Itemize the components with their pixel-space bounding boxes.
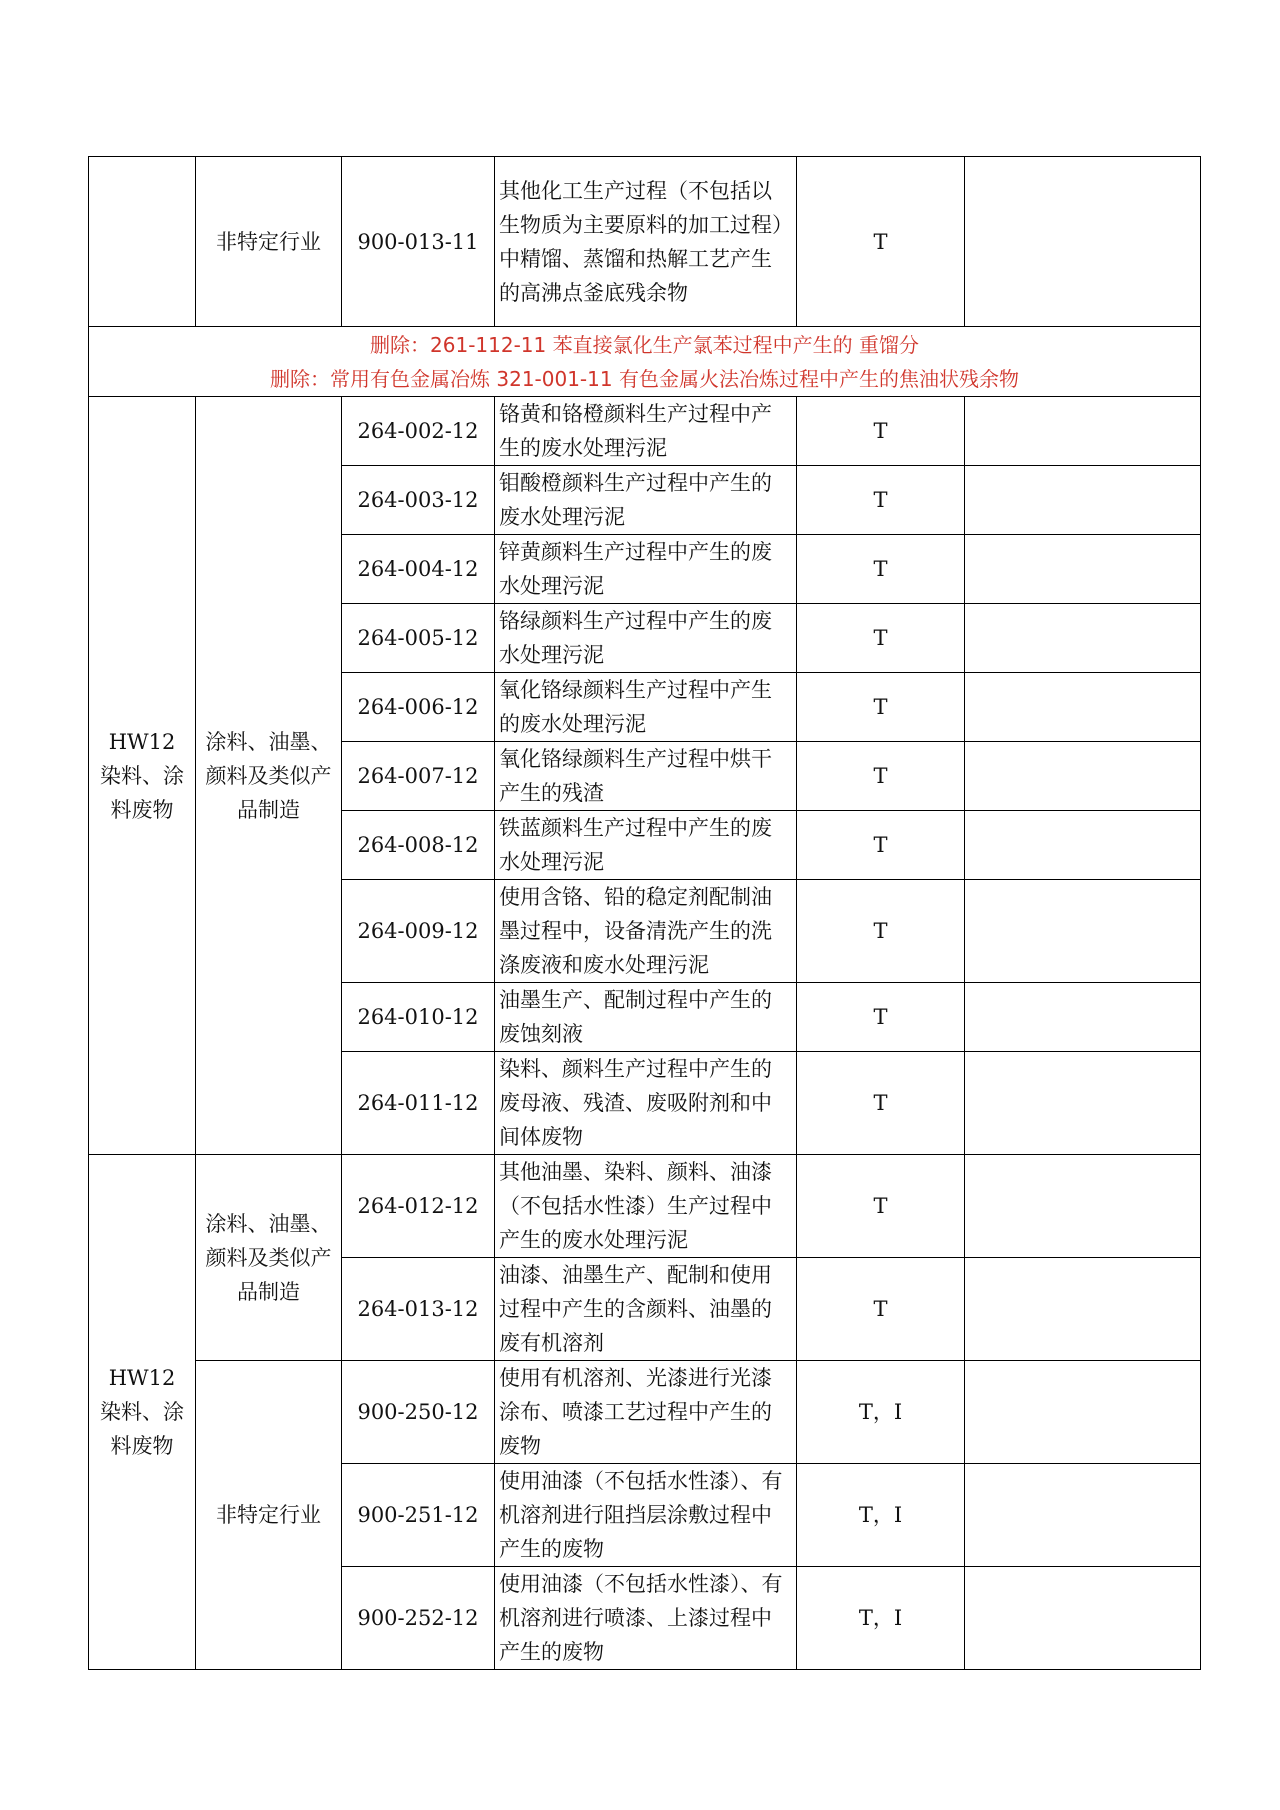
remarks-cell: [965, 880, 1201, 983]
waste-code-cell: 264-002-12: [342, 397, 495, 466]
waste-code-cell: 264-011-12: [342, 1052, 495, 1155]
hazard-characteristic-cell: T: [797, 157, 965, 327]
remarks-cell: [965, 466, 1201, 535]
hazard-characteristic-cell: T: [797, 466, 965, 535]
category-name-line: 料废物: [110, 797, 174, 822]
waste-code-cell: 264-007-12: [342, 742, 495, 811]
remarks-cell: [965, 1258, 1201, 1361]
industry-line: 涂料、油墨、: [205, 729, 332, 754]
hazard-characteristic-cell: T: [797, 1052, 965, 1155]
category-cell-empty: [89, 157, 196, 327]
waste-description-cell: 使用含铬、铅的稳定剂配制油墨过程中，设备清洗产生的洗涤废液和废水处理污泥: [495, 880, 797, 983]
hazard-characteristic-cell: T，I: [797, 1567, 965, 1670]
industry-line: 品制造: [237, 797, 300, 822]
waste-description-cell: 铬黄和铬橙颜料生产过程中产生的废水处理污泥: [495, 397, 797, 466]
waste-description-cell: 使用油漆（不包括水性漆）、有机溶剂进行喷漆、上漆过程中产生的废物: [495, 1567, 797, 1670]
waste-list-page: [88, 156, 1200, 1670]
industry-line: 品制造: [237, 1279, 300, 1304]
waste-description-cell: 锌黄颜料生产过程中产生的废水处理污泥: [495, 535, 797, 604]
waste-description-cell: 使用有机溶剂、光漆进行光漆涂布、喷漆工艺过程中产生的废物: [495, 1361, 797, 1464]
waste-description-cell: 使用油漆（不包括水性漆）、有机溶剂进行阻挡层涂敷过程中产生的废物: [495, 1464, 797, 1567]
category-name-line: 染料、涂: [100, 1400, 184, 1424]
hazard-characteristic-cell: T，I: [797, 1464, 965, 1567]
waste-code-cell: 900-252-12: [342, 1567, 495, 1670]
remarks-cell: [965, 1361, 1201, 1464]
industry-cell: 非特定行业: [196, 157, 342, 327]
waste-code-cell: 264-008-12: [342, 811, 495, 880]
remarks-cell: [965, 673, 1201, 742]
waste-description-cell: 铁蓝颜料生产过程中产生的废水处理污泥: [495, 811, 797, 880]
deletion-note-line: 删除：常用有色金属冶炼 321-001-11 有色金属火法冶炼过程中产生的焦油状残余物: [270, 366, 1019, 391]
waste-code-cell: 264-012-12: [342, 1155, 495, 1258]
industry-cell: 非特定行业: [196, 1361, 342, 1670]
waste-description-cell: 油墨生产、配制过程中产生的废蚀刻液: [495, 983, 797, 1052]
industry-line: 涂料、油墨、: [205, 1211, 332, 1236]
category-name-line: 染料、涂: [100, 763, 184, 788]
category-name-line: 料废物: [110, 1434, 174, 1458]
waste-code-cell: 264-005-12: [342, 604, 495, 673]
remarks-cell: [965, 811, 1201, 880]
waste-description-cell: 油漆、油墨生产、配制和使用过程中产生的含颜料、油墨的废有机溶剂: [495, 1258, 797, 1361]
hazard-characteristic-cell: T: [797, 1155, 965, 1258]
hazard-characteristic-cell: T: [797, 811, 965, 880]
remarks-cell: [965, 397, 1201, 466]
waste-code-cell: 264-010-12: [342, 983, 495, 1052]
remarks-cell: [965, 742, 1201, 811]
waste-description-cell: 染料、颜料生产过程中产生的废母液、残渣、废吸附剂和中间体废物: [495, 1052, 797, 1155]
waste-code-cell: 264-013-12: [342, 1258, 495, 1361]
industry-line: 颜料及类似产: [205, 763, 332, 788]
industry-cell: [196, 1155, 342, 1361]
hazard-characteristic-cell: T: [797, 983, 965, 1052]
hazardous-waste-table: [88, 156, 1201, 1670]
waste-code-cell: 264-006-12: [342, 673, 495, 742]
waste-code-cell: 264-004-12: [342, 535, 495, 604]
hazard-characteristic-cell: T: [797, 880, 965, 983]
waste-code-cell: 264-009-12: [342, 880, 495, 983]
industry-cell: [196, 397, 342, 1155]
waste-description-cell: 其他化工生产过程（不包括以生物质为主要原料的加工过程）中精馏、蒸馏和热解工艺产生的高沸点釜底残余物: [495, 157, 797, 327]
waste-code-cell: 900-251-12: [342, 1464, 495, 1567]
hazard-characteristic-cell: T: [797, 397, 965, 466]
waste-code-cell: 900-013-11: [342, 157, 495, 327]
deletion-note-cell: [89, 327, 1201, 397]
deletion-note-line: 删除：261-112-11 苯直接氯化生产氯苯过程中产生的 重馏分: [370, 332, 919, 357]
waste-description-cell: 钼酸橙颜料生产过程中产生的废水处理污泥: [495, 466, 797, 535]
remarks-cell: [965, 983, 1201, 1052]
table-row: [89, 157, 1201, 327]
table-row: [89, 397, 1201, 466]
remarks-cell: [965, 157, 1201, 327]
waste-description-cell: 氧化铬绿颜料生产过程中烘干产生的残渣: [495, 742, 797, 811]
waste-description-cell: 其他油墨、染料、颜料、油漆（不包括水性漆）生产过程中产生的废水处理污泥: [495, 1155, 797, 1258]
remarks-cell: [965, 604, 1201, 673]
remarks-cell: [965, 1155, 1201, 1258]
waste-description-cell: 氧化铬绿颜料生产过程中产生的废水处理污泥: [495, 673, 797, 742]
hazard-characteristic-cell: T，I: [797, 1361, 965, 1464]
category-cell: [89, 397, 196, 1155]
waste-code-cell: 900-250-12: [342, 1361, 495, 1464]
remarks-cell: [965, 1052, 1201, 1155]
waste-description-cell: 铬绿颜料生产过程中产生的废水处理污泥: [495, 604, 797, 673]
category-code: HW12: [108, 1366, 176, 1390]
table-row: [89, 1361, 1201, 1464]
remarks-cell: [965, 1464, 1201, 1567]
waste-code-cell: 264-003-12: [342, 466, 495, 535]
remarks-cell: [965, 1567, 1201, 1670]
industry-line: 颜料及类似产: [205, 1245, 332, 1270]
hazard-characteristic-cell: T: [797, 604, 965, 673]
table-row: [89, 1155, 1201, 1258]
deletion-note-row: [89, 327, 1201, 397]
hazard-characteristic-cell: T: [797, 742, 965, 811]
hazard-characteristic-cell: T: [797, 673, 965, 742]
category-code: HW12: [108, 729, 176, 754]
category-cell: [89, 1155, 196, 1670]
hazard-characteristic-cell: T: [797, 1258, 965, 1361]
remarks-cell: [965, 535, 1201, 604]
hazard-characteristic-cell: T: [797, 535, 965, 604]
